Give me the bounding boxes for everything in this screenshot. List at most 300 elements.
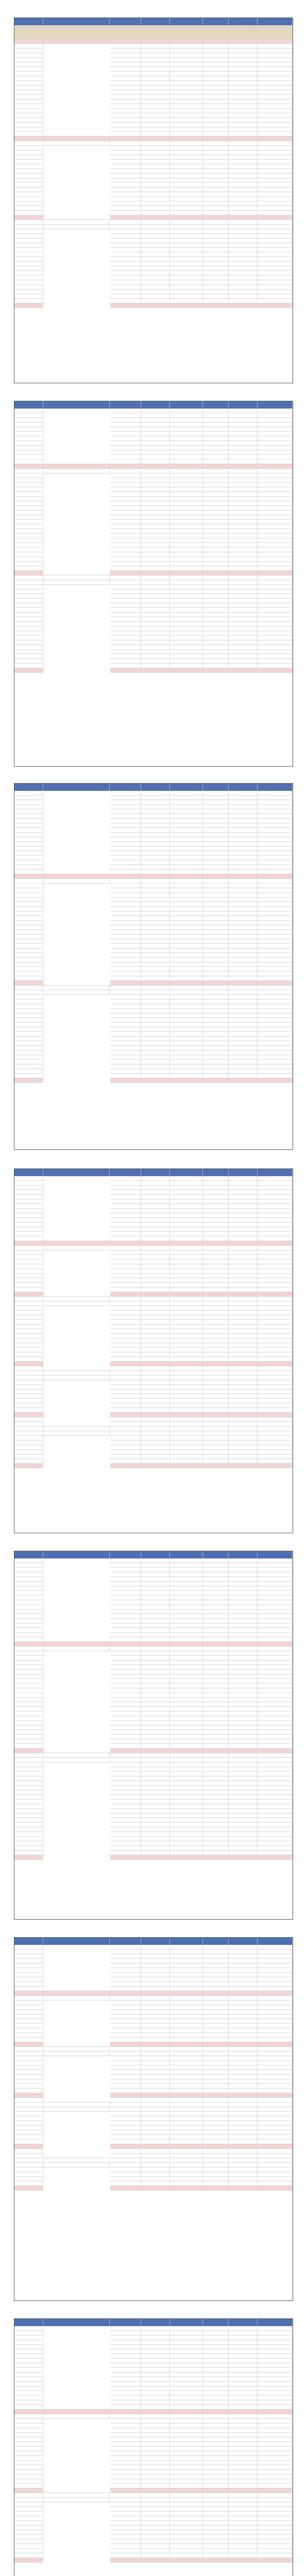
table-cell — [170, 524, 203, 529]
table-cell — [229, 995, 258, 999]
table-cell — [229, 1744, 258, 1748]
table-cell — [203, 2442, 229, 2446]
table-cell — [110, 2052, 142, 2056]
table-cell — [203, 506, 229, 510]
table-cell — [258, 1009, 293, 1013]
table-cell — [203, 2335, 229, 2340]
table-cell — [229, 1380, 258, 1384]
table-cell — [258, 501, 293, 505]
table-cell — [170, 967, 203, 971]
table-cell — [203, 2005, 229, 2009]
table-cell — [141, 303, 170, 308]
table-cell — [43, 35, 110, 39]
table-cell — [258, 109, 293, 113]
table-cell — [203, 981, 229, 985]
table-cell — [110, 2493, 142, 2497]
table-cell — [258, 2070, 293, 2074]
table-cell — [203, 2433, 229, 2437]
table-cell — [141, 2447, 170, 2451]
column-header — [14, 2319, 43, 2326]
table-cell — [203, 608, 229, 612]
table-cell — [229, 2024, 258, 2028]
table-cell — [170, 520, 203, 524]
table-cell — [43, 141, 110, 145]
table-cell — [141, 2456, 170, 2460]
table-cell — [110, 248, 142, 252]
table-cell — [170, 48, 203, 53]
table-cell — [258, 197, 293, 201]
table-cell — [141, 1223, 170, 1227]
table-cell — [170, 86, 203, 90]
table-cell — [141, 478, 170, 482]
table-cell — [229, 1445, 258, 1449]
table-cell — [258, 220, 293, 224]
table-cell — [170, 234, 203, 238]
table-cell — [141, 109, 170, 113]
table-cell — [14, 1413, 43, 1417]
table-cell — [110, 2461, 142, 2465]
table-cell — [203, 183, 229, 187]
table-cell — [14, 1366, 43, 1370]
table-cell — [14, 1334, 43, 1338]
table-cell — [110, 109, 142, 113]
table-cell — [258, 2498, 293, 2502]
table-row — [14, 1431, 293, 1436]
table-cell — [229, 2424, 258, 2428]
table-cell — [141, 192, 170, 196]
table-cell — [141, 1762, 170, 1767]
table-cell — [258, 958, 293, 962]
table-cell — [110, 2340, 142, 2344]
table-cell — [203, 1069, 229, 1073]
table-cell — [258, 441, 293, 445]
table-cell — [14, 2526, 43, 2530]
table-cell — [110, 2521, 142, 2525]
table-cell — [14, 1814, 43, 1818]
table-cell — [170, 1614, 203, 1618]
table-cell — [110, 1297, 142, 1301]
table-cell — [14, 659, 43, 663]
table-cell — [170, 183, 203, 187]
table-cell — [203, 575, 229, 580]
table-cell — [141, 1454, 170, 1459]
table-cell — [110, 1776, 142, 1781]
table-cell — [14, 2056, 43, 2060]
table-cell — [258, 201, 293, 206]
table-cell — [141, 1591, 170, 1595]
table-cell — [14, 197, 43, 201]
table-cell — [141, 2042, 170, 2046]
table-cell — [170, 497, 203, 501]
table-cell — [229, 427, 258, 431]
table-cell — [110, 1973, 142, 1977]
table-cell — [141, 1297, 170, 1301]
table-cell — [14, 506, 43, 510]
table-cell — [170, 2437, 203, 2442]
table-cell — [110, 492, 142, 496]
table-cell — [14, 2391, 43, 2395]
column-header — [170, 401, 203, 409]
table-cell — [203, 1647, 229, 1651]
table-cell — [203, 1684, 229, 1688]
table-cell — [203, 464, 229, 468]
table-cell — [229, 160, 258, 164]
table-cell — [258, 1264, 293, 1268]
table-cell — [229, 1776, 258, 1781]
table-cell — [258, 2135, 293, 2139]
table-cell — [229, 1306, 258, 1310]
table-cell — [141, 2186, 170, 2190]
table-cell — [110, 1642, 142, 1646]
table-cell — [258, 1707, 293, 1711]
table-cell — [229, 1950, 258, 1954]
table-cell — [110, 35, 142, 39]
table-cell — [141, 1614, 170, 1618]
table-cell — [258, 1818, 293, 1822]
table-cell — [170, 2456, 203, 2460]
table-cell — [203, 1762, 229, 1767]
table-cell — [229, 1343, 258, 1347]
table-cell — [203, 925, 229, 929]
table-cell — [258, 1436, 293, 1440]
subtotal-row — [14, 137, 293, 141]
table-cell — [170, 2521, 203, 2525]
table-cell — [203, 1996, 229, 2000]
table-row — [14, 1753, 293, 1758]
table-cell — [110, 1436, 142, 1440]
table-cell — [170, 1074, 203, 1078]
column-header — [203, 784, 229, 791]
table-cell — [203, 930, 229, 934]
table-cell — [203, 972, 229, 976]
table-cell — [203, 865, 229, 869]
table-cell — [141, 2103, 170, 2107]
table-cell — [258, 1749, 293, 1753]
table-cell — [203, 2084, 229, 2088]
table-cell — [141, 626, 170, 631]
table-cell — [203, 432, 229, 436]
table-cell — [170, 2079, 203, 2083]
table-cell — [229, 1218, 258, 1222]
table-cell — [110, 2363, 142, 2367]
table-cell — [229, 2442, 258, 2446]
table-cell — [258, 589, 293, 594]
table-cell — [110, 2038, 142, 2042]
subtotal-row — [14, 464, 293, 469]
table-cell — [170, 1674, 203, 1679]
table-cell — [141, 276, 170, 280]
table-cell — [258, 1837, 293, 1841]
table-cell — [14, 1772, 43, 1776]
table-cell — [110, 1651, 142, 1655]
table-cell — [110, 211, 142, 215]
table-cell — [203, 1218, 229, 1222]
table-cell — [110, 1818, 142, 1822]
table-cell — [110, 2424, 142, 2428]
table-cell — [14, 1614, 43, 1618]
table-cell — [110, 2130, 142, 2134]
table-cell — [141, 599, 170, 603]
table-cell — [110, 1343, 142, 1347]
table-cell — [14, 1832, 43, 1836]
table-cell — [258, 888, 293, 892]
table-cell — [141, 132, 170, 136]
table-cell — [229, 436, 258, 440]
table-cell — [170, 552, 203, 556]
table-cell — [258, 2158, 293, 2162]
table-cell — [229, 1227, 258, 1231]
table-cell — [141, 1069, 170, 1073]
table-cell — [229, 413, 258, 417]
table-cell — [110, 1945, 142, 1949]
table-cell — [258, 44, 293, 48]
table-cell — [14, 967, 43, 971]
table-cell — [258, 925, 293, 929]
table-cell — [229, 501, 258, 505]
table-cell — [203, 197, 229, 201]
table-cell — [14, 1440, 43, 1445]
table-cell — [229, 2400, 258, 2404]
table-cell — [170, 972, 203, 976]
table-cell — [110, 814, 142, 818]
table-cell — [170, 953, 203, 957]
table-cell — [170, 1357, 203, 1361]
table-cell — [110, 53, 142, 57]
table-cell — [203, 874, 229, 878]
table-cell — [110, 1837, 142, 1841]
table-cell — [110, 1656, 142, 1660]
table-cell — [14, 1651, 43, 1655]
table-cell — [203, 132, 229, 136]
table-cell — [229, 1371, 258, 1375]
table-cell — [229, 1213, 258, 1217]
table-cell — [110, 538, 142, 543]
table-cell — [110, 2079, 142, 2083]
table-cell — [203, 1558, 229, 1563]
table-cell — [110, 575, 142, 580]
table-cell — [258, 2005, 293, 2009]
table-cell — [141, 1023, 170, 1027]
table-cell — [203, 1596, 229, 1600]
table-cell — [258, 2061, 293, 2065]
table-cell — [141, 842, 170, 846]
table-cell — [14, 645, 43, 649]
table-cell — [258, 1660, 293, 1665]
table-cell — [141, 879, 170, 883]
table-cell — [14, 2359, 43, 2363]
table-cell — [110, 1362, 142, 1366]
table-cell — [14, 1338, 43, 1343]
table-cell — [229, 2167, 258, 2172]
table-cell — [203, 2465, 229, 2469]
table-cell — [229, 127, 258, 131]
table-cell — [110, 2539, 142, 2544]
table-cell — [203, 2428, 229, 2432]
table-cell — [203, 2052, 229, 2056]
table-cell — [141, 995, 170, 999]
table-cell — [170, 303, 203, 308]
table-cell — [170, 2382, 203, 2386]
table-cell — [203, 659, 229, 663]
table-cell — [258, 2544, 293, 2548]
table-cell — [14, 2010, 43, 2014]
table-cell — [14, 833, 43, 837]
table-cell — [203, 1767, 229, 1771]
table-cell — [229, 2005, 258, 2009]
table-cell — [14, 418, 43, 422]
table-cell — [203, 2089, 229, 2093]
section-label — [43, 1306, 110, 1370]
table-cell — [229, 2553, 258, 2557]
table-cell — [141, 188, 170, 192]
table-cell — [258, 104, 293, 108]
table-cell — [229, 948, 258, 953]
table-cell — [258, 1311, 293, 1315]
table-cell — [170, 81, 203, 85]
table-cell — [258, 659, 293, 663]
table-cell — [141, 1982, 170, 1986]
table-cell — [141, 174, 170, 178]
table-cell — [229, 262, 258, 266]
table-cell — [110, 118, 142, 122]
table-cell — [14, 654, 43, 658]
table-cell — [203, 1181, 229, 1185]
table-cell — [170, 137, 203, 141]
table-cell — [110, 469, 142, 473]
table-cell — [110, 645, 142, 649]
table-cell — [14, 636, 43, 640]
table-cell — [141, 497, 170, 501]
table-cell — [14, 1749, 43, 1753]
table-cell — [110, 1023, 142, 1027]
table-cell — [229, 879, 258, 883]
table-cell — [229, 1818, 258, 1822]
table-cell — [110, 2488, 142, 2493]
table-cell — [141, 2521, 170, 2525]
table-cell — [203, 2502, 229, 2506]
table-cell — [170, 2042, 203, 2046]
table-cell — [258, 986, 293, 990]
table-cell — [14, 1679, 43, 1683]
table-cell — [170, 215, 203, 219]
table-cell — [258, 257, 293, 261]
table-cell — [170, 1311, 203, 1315]
table-cell — [258, 795, 293, 800]
table-cell — [170, 823, 203, 827]
table-cell — [170, 2135, 203, 2139]
table-cell — [258, 2052, 293, 2056]
table-cell — [43, 879, 110, 883]
table-cell — [229, 2391, 258, 2395]
table-cell — [110, 2065, 142, 2070]
table-cell — [170, 2014, 203, 2019]
table-cell — [203, 1795, 229, 1799]
table-cell — [258, 2456, 293, 2460]
table-cell — [110, 1781, 142, 1785]
table-cell — [14, 846, 43, 851]
table-cell — [14, 146, 43, 150]
table-cell — [258, 846, 293, 851]
table-cell — [141, 2038, 170, 2042]
table-cell — [203, 1246, 229, 1250]
table-cell — [14, 795, 43, 800]
table-cell — [258, 2479, 293, 2483]
table-cell — [170, 1394, 203, 1398]
table-cell — [229, 1060, 258, 1064]
table-cell — [14, 1800, 43, 1804]
table-cell — [43, 1376, 110, 1380]
table-cell — [258, 1376, 293, 1380]
table-cell — [141, 1325, 170, 1329]
table-cell — [203, 1660, 229, 1665]
table-cell — [141, 2098, 170, 2102]
table-cell — [110, 552, 142, 556]
table-cell — [170, 2359, 203, 2363]
table-cell — [170, 571, 203, 575]
column-header — [141, 2319, 170, 2326]
table-cell — [110, 113, 142, 117]
table-cell — [258, 548, 293, 552]
table-cell — [258, 2488, 293, 2493]
table-cell — [229, 1977, 258, 1981]
table-cell — [110, 2470, 142, 2474]
table-cell — [141, 225, 170, 229]
table-cell — [229, 25, 258, 29]
table-cell — [258, 828, 293, 832]
table-cell — [14, 1563, 43, 1567]
table-cell — [110, 995, 142, 999]
table-cell — [170, 990, 203, 994]
table-cell — [110, 1721, 142, 1725]
table-cell — [110, 1674, 142, 1679]
table-cell — [203, 1605, 229, 1609]
table-cell — [14, 1227, 43, 1231]
table-cell — [258, 953, 293, 957]
table-cell — [43, 1241, 110, 1245]
column-header — [229, 1169, 258, 1176]
table-cell — [14, 1250, 43, 1255]
table-cell — [170, 1846, 203, 1850]
table-cell — [141, 1055, 170, 1059]
table-cell — [110, 2033, 142, 2037]
table-cell — [203, 1674, 229, 1679]
table-cell — [14, 557, 43, 561]
table-cell — [110, 464, 142, 468]
table-cell — [43, 2414, 110, 2418]
table-cell — [258, 2098, 293, 2102]
table-cell — [110, 2028, 142, 2032]
table-cell — [170, 2535, 203, 2539]
table-cell — [170, 1735, 203, 1739]
table-cell — [258, 2414, 293, 2418]
table-cell — [110, 169, 142, 173]
table-cell — [110, 483, 142, 487]
table-cell — [170, 35, 203, 39]
table-cell — [141, 206, 170, 210]
table-cell — [203, 2405, 229, 2409]
table-cell — [110, 622, 142, 626]
table-cell — [258, 427, 293, 431]
table-cell — [258, 436, 293, 440]
table-cell — [203, 1260, 229, 1264]
table-cell — [229, 944, 258, 948]
table-cell — [170, 608, 203, 612]
table-cell — [14, 2042, 43, 2046]
table-cell — [258, 585, 293, 589]
table-cell — [170, 2516, 203, 2520]
table-cell — [110, 2181, 142, 2185]
table-cell — [14, 1963, 43, 1968]
